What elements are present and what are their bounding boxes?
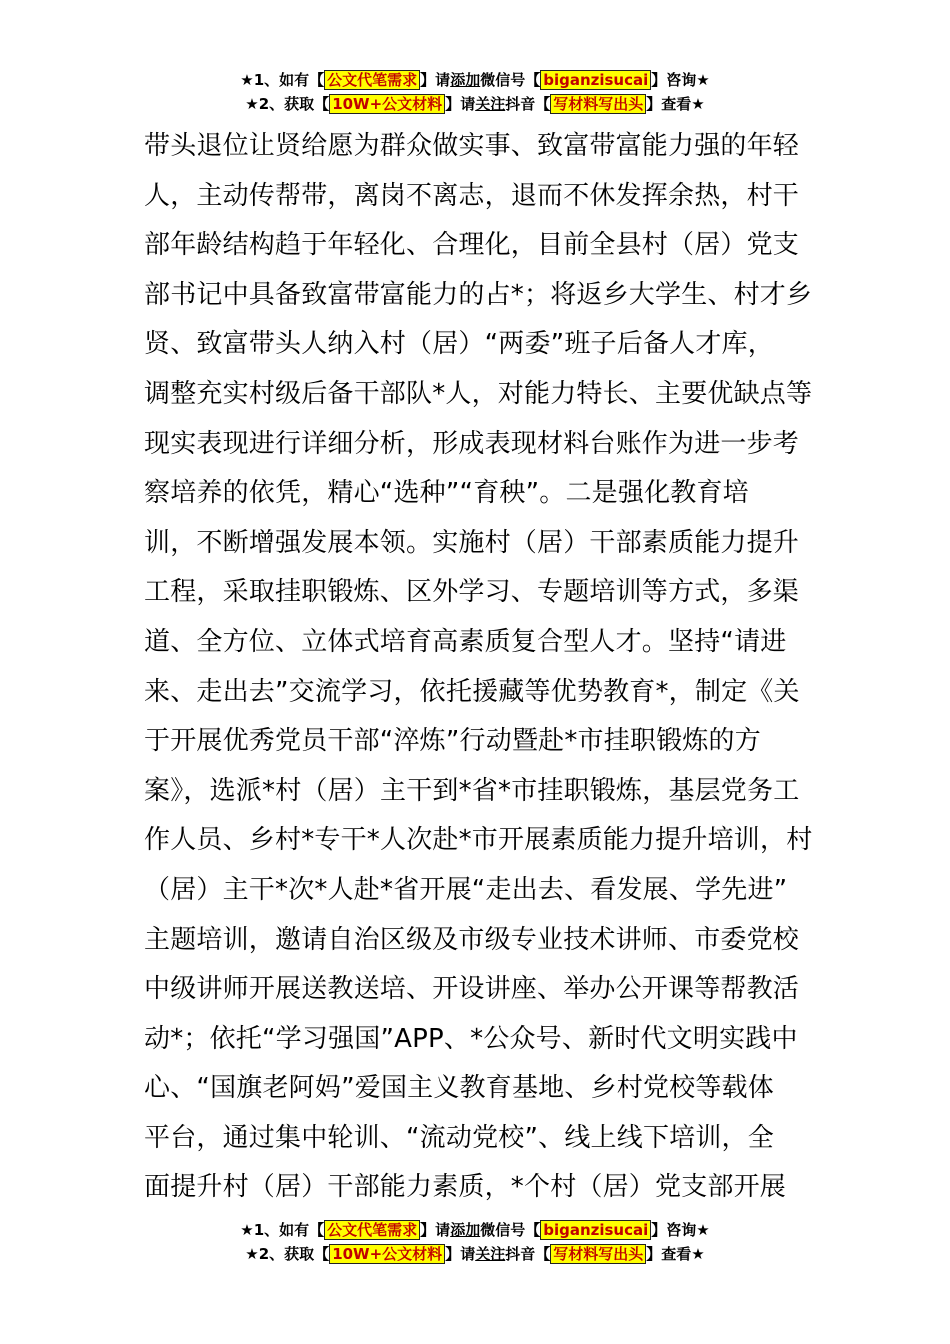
- text-line: 带头退位让贤给愿为群众做实事、致富带富能力强的年轻: [144, 131, 800, 161]
- text-line: 心、“国旗老阿妈”爱国主义教育基地、乡村党校等载体: [144, 1073, 774, 1104]
- text-line: 贤、致富带头人纳入村（居）“两委”班子后备人才库，: [144, 329, 774, 360]
- highlight-service: 公文代笔需求: [324, 1220, 420, 1240]
- text-line: 平台，通过集中轮训、“流动党校”、线上线下培训，全: [144, 1122, 774, 1153]
- text-line: 案》，选派*村（居）主干到*省*市挂职锻炼，基层党务工: [144, 775, 800, 806]
- text-line: 于开展优秀党员干部“淬炼”行动暨赴*市挂职锻炼的方: [144, 726, 761, 757]
- highlight-wechat-id: biganzisucai: [540, 70, 651, 90]
- text-line: 作人员、乡村*专干*人次赴*市开展素质能力提升培训，村: [144, 825, 813, 856]
- header-banner: [0, 68, 950, 116]
- banner-line-1: ★1、如有【 公文代笔需求 】请添加微信号【 biganzisucai 】咨询★: [240, 1221, 710, 1239]
- text-line: 训，不断增强发展本领。实施村（居）干部素质能力提升: [144, 527, 800, 558]
- text-line: 部年龄结构趋于年轻化、合理化，目前全县村（居）党支: [144, 230, 800, 261]
- text-line: 来、走出去”交流学习，依托援藏等优势教育*，制定《关: [144, 676, 800, 707]
- highlight-douyin: 写材料写出头: [550, 1244, 646, 1264]
- text-line: 动*；依托“学习强国”APP、*公众号、新时代文明实践中: [144, 1023, 798, 1054]
- text-line: 工程，采取挂职锻炼、区外学习、专题培训等方式，多渠: [144, 577, 800, 608]
- text-line: 部书记中具备致富带富能力的占*；将返乡大学生、村才乡: [144, 279, 813, 310]
- banner-line-1: ★1、如有【 公文代笔需求 】请添加微信号【 biganzisucai 】咨询★: [240, 71, 710, 89]
- highlight-douyin: 写材料写出头: [550, 94, 646, 114]
- text-line: 主题培训，邀请自治区级及市级专业技术讲师、市委党校: [144, 924, 800, 955]
- text-line: 现实表现进行详细分析，形成表现材料台账作为进一步考: [144, 428, 800, 459]
- text-line: 察培养的依凭，精心“选种”“育秧”。二是强化教育培: [144, 478, 749, 509]
- text-line: 道、全方位、立体式培育高素质复合型人才。坚持“请进: [144, 626, 787, 657]
- highlight-materials: 10W+公文材料: [329, 1244, 445, 1264]
- banner-line-2: ★2、获取【 10W+公文材料 】请关注抖音【 写材料写出头 】查看★: [245, 95, 705, 113]
- text-line: 面提升村（居）干部能力素质，*个村（居）党支部开展: [144, 1172, 787, 1203]
- text-line: 人，主动传帮带，离岗不离志，退而不休发挥余热，村干: [144, 180, 800, 211]
- footer-banner: [0, 1218, 950, 1266]
- highlight-wechat-id: biganzisucai: [540, 1220, 651, 1240]
- highlight-materials: 10W+公文材料: [329, 94, 445, 114]
- text-line: （居）主干*次*人赴*省开展“走出去、看发展、学先进”: [144, 874, 788, 905]
- text-line: 调整充实村级后备干部队*人，对能力特长、主要优缺点等: [144, 378, 813, 409]
- banner-line-2: ★2、获取【 10W+公文材料 】请关注抖音【 写材料写出头 】查看★: [245, 1245, 705, 1263]
- highlight-service: 公文代笔需求: [324, 70, 420, 90]
- body-paragraph: [144, 122, 812, 1213]
- text-line: 中级讲师开展送教送培、开设讲座、举办公开课等帮教活: [144, 974, 800, 1005]
